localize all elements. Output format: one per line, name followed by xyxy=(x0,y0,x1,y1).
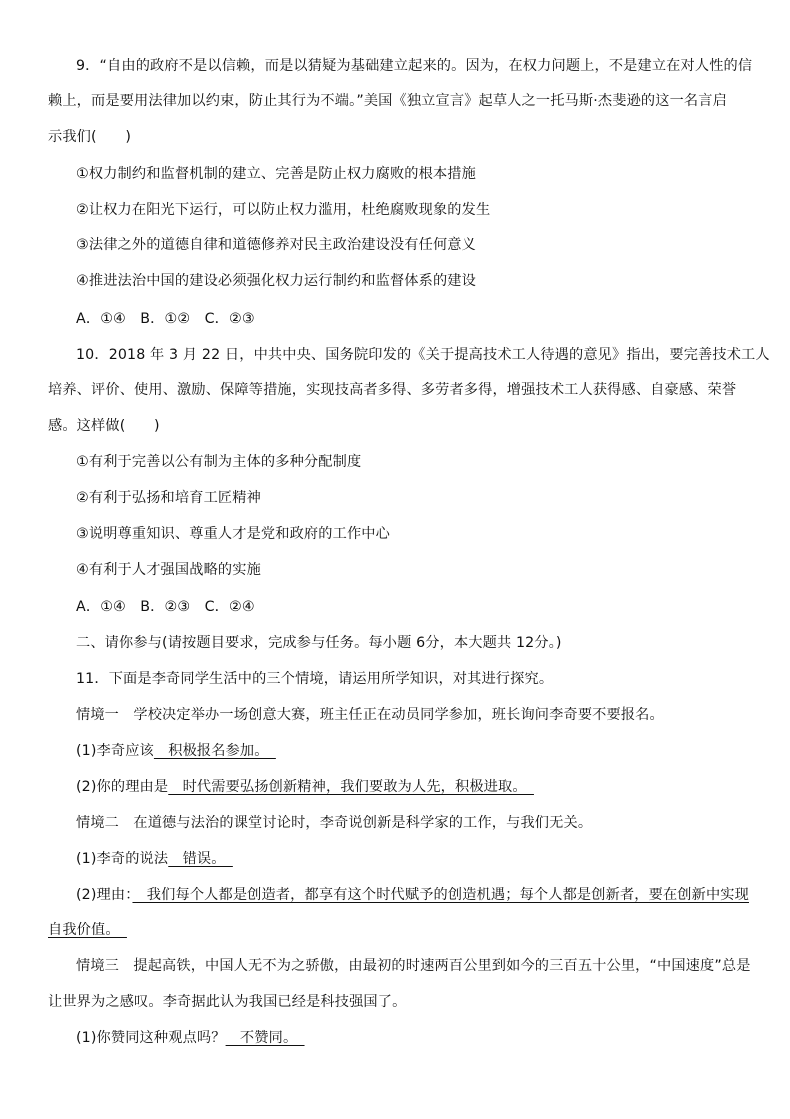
answer-prefix: (2)理由： xyxy=(76,887,133,903)
q11-scenario-3-line-1: 情境三 提起高铁，中国人无不为之骄傲，由最初的时速两百公里到如今的三百五十公里，“中国速度”总是 xyxy=(76,958,751,974)
q11-scenario-2: 情境二 在道德与法治的课堂讨论时，李奇说创新是科学家的工作，与我们无关。 xyxy=(76,815,593,831)
section2-heading: 二、请你参与(请按题目要求，完成参与任务。每小题 6分，本大题共 12分。) xyxy=(76,635,562,651)
q11-s1-answer-1 xyxy=(76,741,276,761)
q9-item-2: ②让权力在阳光下运行，可以防止权力滥用，杜绝腐败现象的发生 xyxy=(76,202,491,218)
answer-text: 不赞同。 xyxy=(225,1030,305,1046)
q11-s2-answer-2-line-2 xyxy=(48,920,127,940)
q10-stem-line-2: 培养、评价、使用、激励、保障等措施，实现技高者多得、多劳者多得，增强技术工人获得感、自豪感、荣誉 xyxy=(48,382,737,398)
q9-item-3: ③法律之外的道德自律和道德修养对民主政治建设没有任何意义 xyxy=(76,237,476,253)
answer-prefix: (1)李奇应该 xyxy=(76,743,154,759)
q9-item-1: ①权力制约和监督机制的建立、完善是防止权力腐败的根本措施 xyxy=(76,166,476,182)
q10-options: A．①④ B．②③ C．②④ xyxy=(76,599,255,615)
q11-s1-answer-2 xyxy=(76,777,534,797)
q11-stem: 11．下面是李奇同学生活中的三个情境，请运用所学知识，对其进行探究。 xyxy=(76,671,554,687)
q9-item-4: ④推进法治中国的建设必须强化权力运行制约和监督体系的建设 xyxy=(76,273,476,289)
q10-stem-line-1: 10．2018 年 3 月 22 日，中共中央、国务院印发的《关于提高技术工人待遇的意见》指出，要完善技术工人 xyxy=(76,347,770,363)
q10-item-3: ③说明尊重知识、尊重人才是党和政府的工作中心 xyxy=(76,526,390,542)
q9-options: A．①④ B．①② C．②③ xyxy=(76,311,255,327)
answer-prefix: (1)李奇的说法 xyxy=(76,851,169,867)
q11-s3-answer-1 xyxy=(76,1028,305,1048)
answer-text: 时代需要弘扬创新精神，我们要敢为人先，积极进取。 xyxy=(168,779,534,795)
q9-stem-line-3: 示我们( ) xyxy=(48,129,132,145)
q11-s2-answer-1 xyxy=(76,849,233,869)
q11-scenario-1: 情境一 学校决定举办一场创意大赛，班主任正在动员同学参加，班长询问李奇要不要报名。 xyxy=(76,707,664,723)
answer-prefix: (2)你的理由是 xyxy=(76,779,169,795)
q10-item-1: ①有利于完善以公有制为主体的多种分配制度 xyxy=(76,454,362,470)
q10-item-2: ②有利于弘扬和培育工匠精神 xyxy=(76,490,261,506)
q11-s2-answer-2-line-1 xyxy=(76,885,749,905)
q10-stem-line-3: 感。这样做( ) xyxy=(48,418,160,434)
answer-prefix: (1)你赞同这种观点吗？ xyxy=(76,1030,226,1046)
answer-text: 错误。 xyxy=(168,851,233,867)
q9-stem-line-1: 9．“自由的政府不是以信赖，而是以猜疑为基础建立起来的。因为，在权力问题上，不是建立在对人性的信 xyxy=(76,58,753,74)
q10-item-4: ④有利于人才强国战略的实施 xyxy=(76,562,261,578)
answer-text: 自我价值。 xyxy=(48,922,127,938)
answer-text: 我们每个人都是创造者，都享有这个时代赋予的创造机遇；每个人都是创新者，要在创新中实现 xyxy=(132,887,749,903)
answer-text: 积极报名参加。 xyxy=(153,743,276,759)
q9-stem-line-2: 赖上，而是要用法律加以约束，防止其行为不端。”美国《独立宣言》起草人之一托马斯·杰斐逊的这一名言启 xyxy=(48,93,727,109)
q11-scenario-3-line-2: 让世界为之感叹。李奇据此认为我国已经是科技强国了。 xyxy=(48,994,407,1010)
